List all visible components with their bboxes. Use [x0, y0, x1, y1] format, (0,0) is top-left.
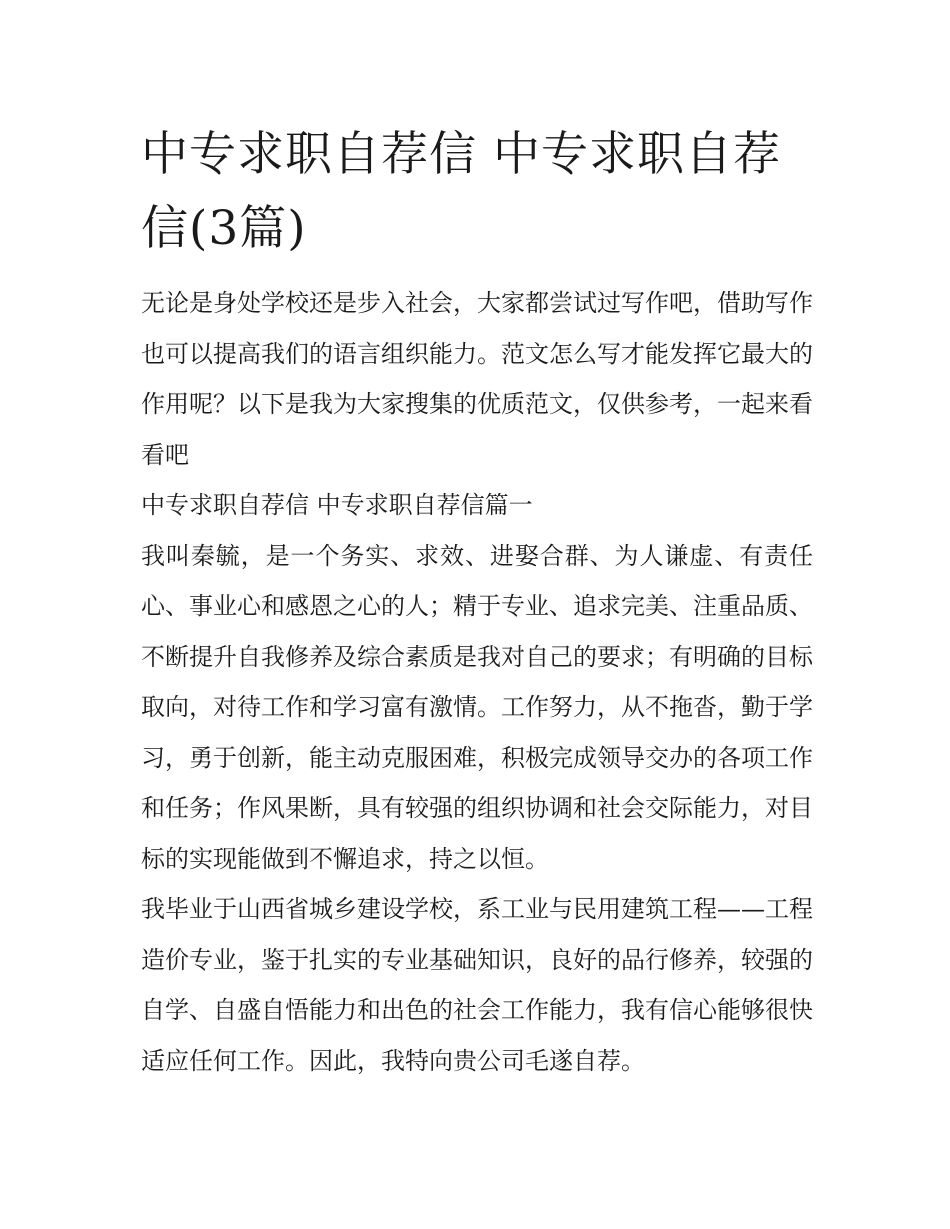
section-heading: 中专求职自荐信 中专求职自荐信篇一 — [141, 491, 533, 519]
body-paragraph-2: 我毕业于山西省城乡建设学校，系工业与民用建筑工程——工程造价专业，鉴于扎实的专业基础知识，良好的品行修养，较强的自学、自盛自悟能力和出色的社会工作能力，我有信心能够很快适应任何工作。因此，我特向贵公司毛遂自荐。 — [141, 895, 813, 1075]
intro-paragraph: 无论是身处学校还是步入社会，大家都尝试过写作吧，借助写作也可以提高我们的语言组织能力。范文怎么写才能发挥它最大的作用呢？以下是我为大家搜集的优质范文，仅供参考，一起来看看吧 — [141, 289, 813, 469]
document-title: 中专求职自荐信 中专求职自荐信(3篇) — [141, 127, 781, 256]
body-paragraph-1: 我叫秦毓，是一个务实、求效、进娶合群、为人谦虚、有责任心、事业心和感恩之心的人；精于专业、追求完美、注重品质、不断提升自我修养及综合素质是我对自己的要求；有明确的目标取向，对待工作和学习富有激情。工作努力，从不拖沓，勤于学习，勇于创新，能主动克服困难，积极完成领导交办的各项工作和任务；作风果断，具有较强的组织协调和社会交际能力，对目标的实现能做到不懈追求，持之以恒。 — [141, 541, 813, 873]
document-page — [141, 118, 813, 1086]
